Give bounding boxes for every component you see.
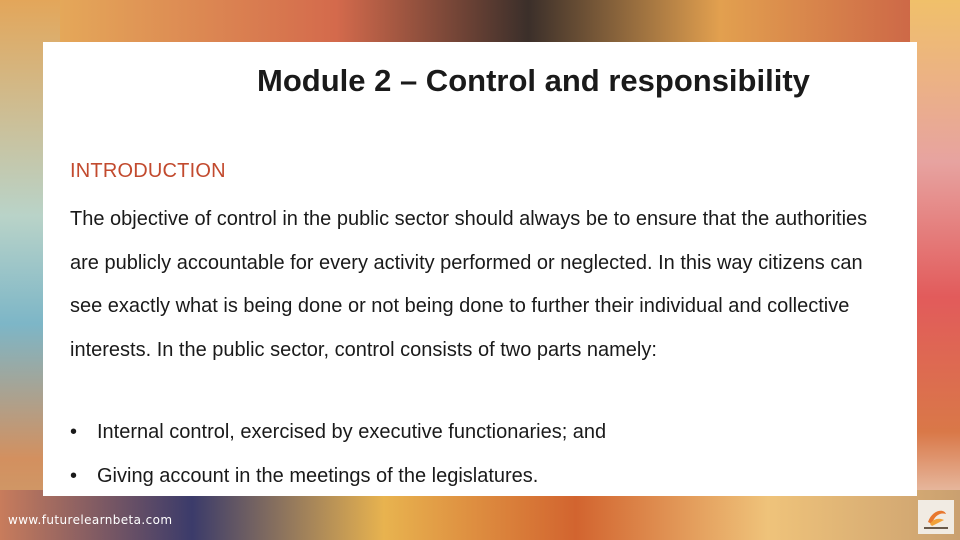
bullet-list [70, 411, 606, 498]
bullet-text: Internal control, exercised by executive functionaries; and [97, 421, 607, 443]
slide-title: Module 2 – Control and responsibility [257, 63, 810, 98]
footer-url: www.futurelearnbeta.com [8, 513, 173, 527]
list-item [70, 455, 606, 499]
list-item [70, 411, 606, 455]
slide-content-card [43, 42, 917, 496]
bullet-text: Giving account in the meetings of the legislatures. [97, 464, 539, 487]
intro-paragraph: The objective of control in the public sector should always be to ensure that the authorities are publicly accountable for every activity performed or neglected. In this way citizens can see exactly what is being done or not being done to further their individual and collective interests. In the public sector, control consists of two parts namely: [70, 208, 868, 361]
section-heading: INTRODUCTION [70, 160, 226, 182]
bg-band-right [910, 0, 960, 540]
bullet-icon: • [70, 464, 78, 487]
bullet-icon: • [70, 421, 78, 443]
brand-logo-icon [918, 500, 954, 534]
